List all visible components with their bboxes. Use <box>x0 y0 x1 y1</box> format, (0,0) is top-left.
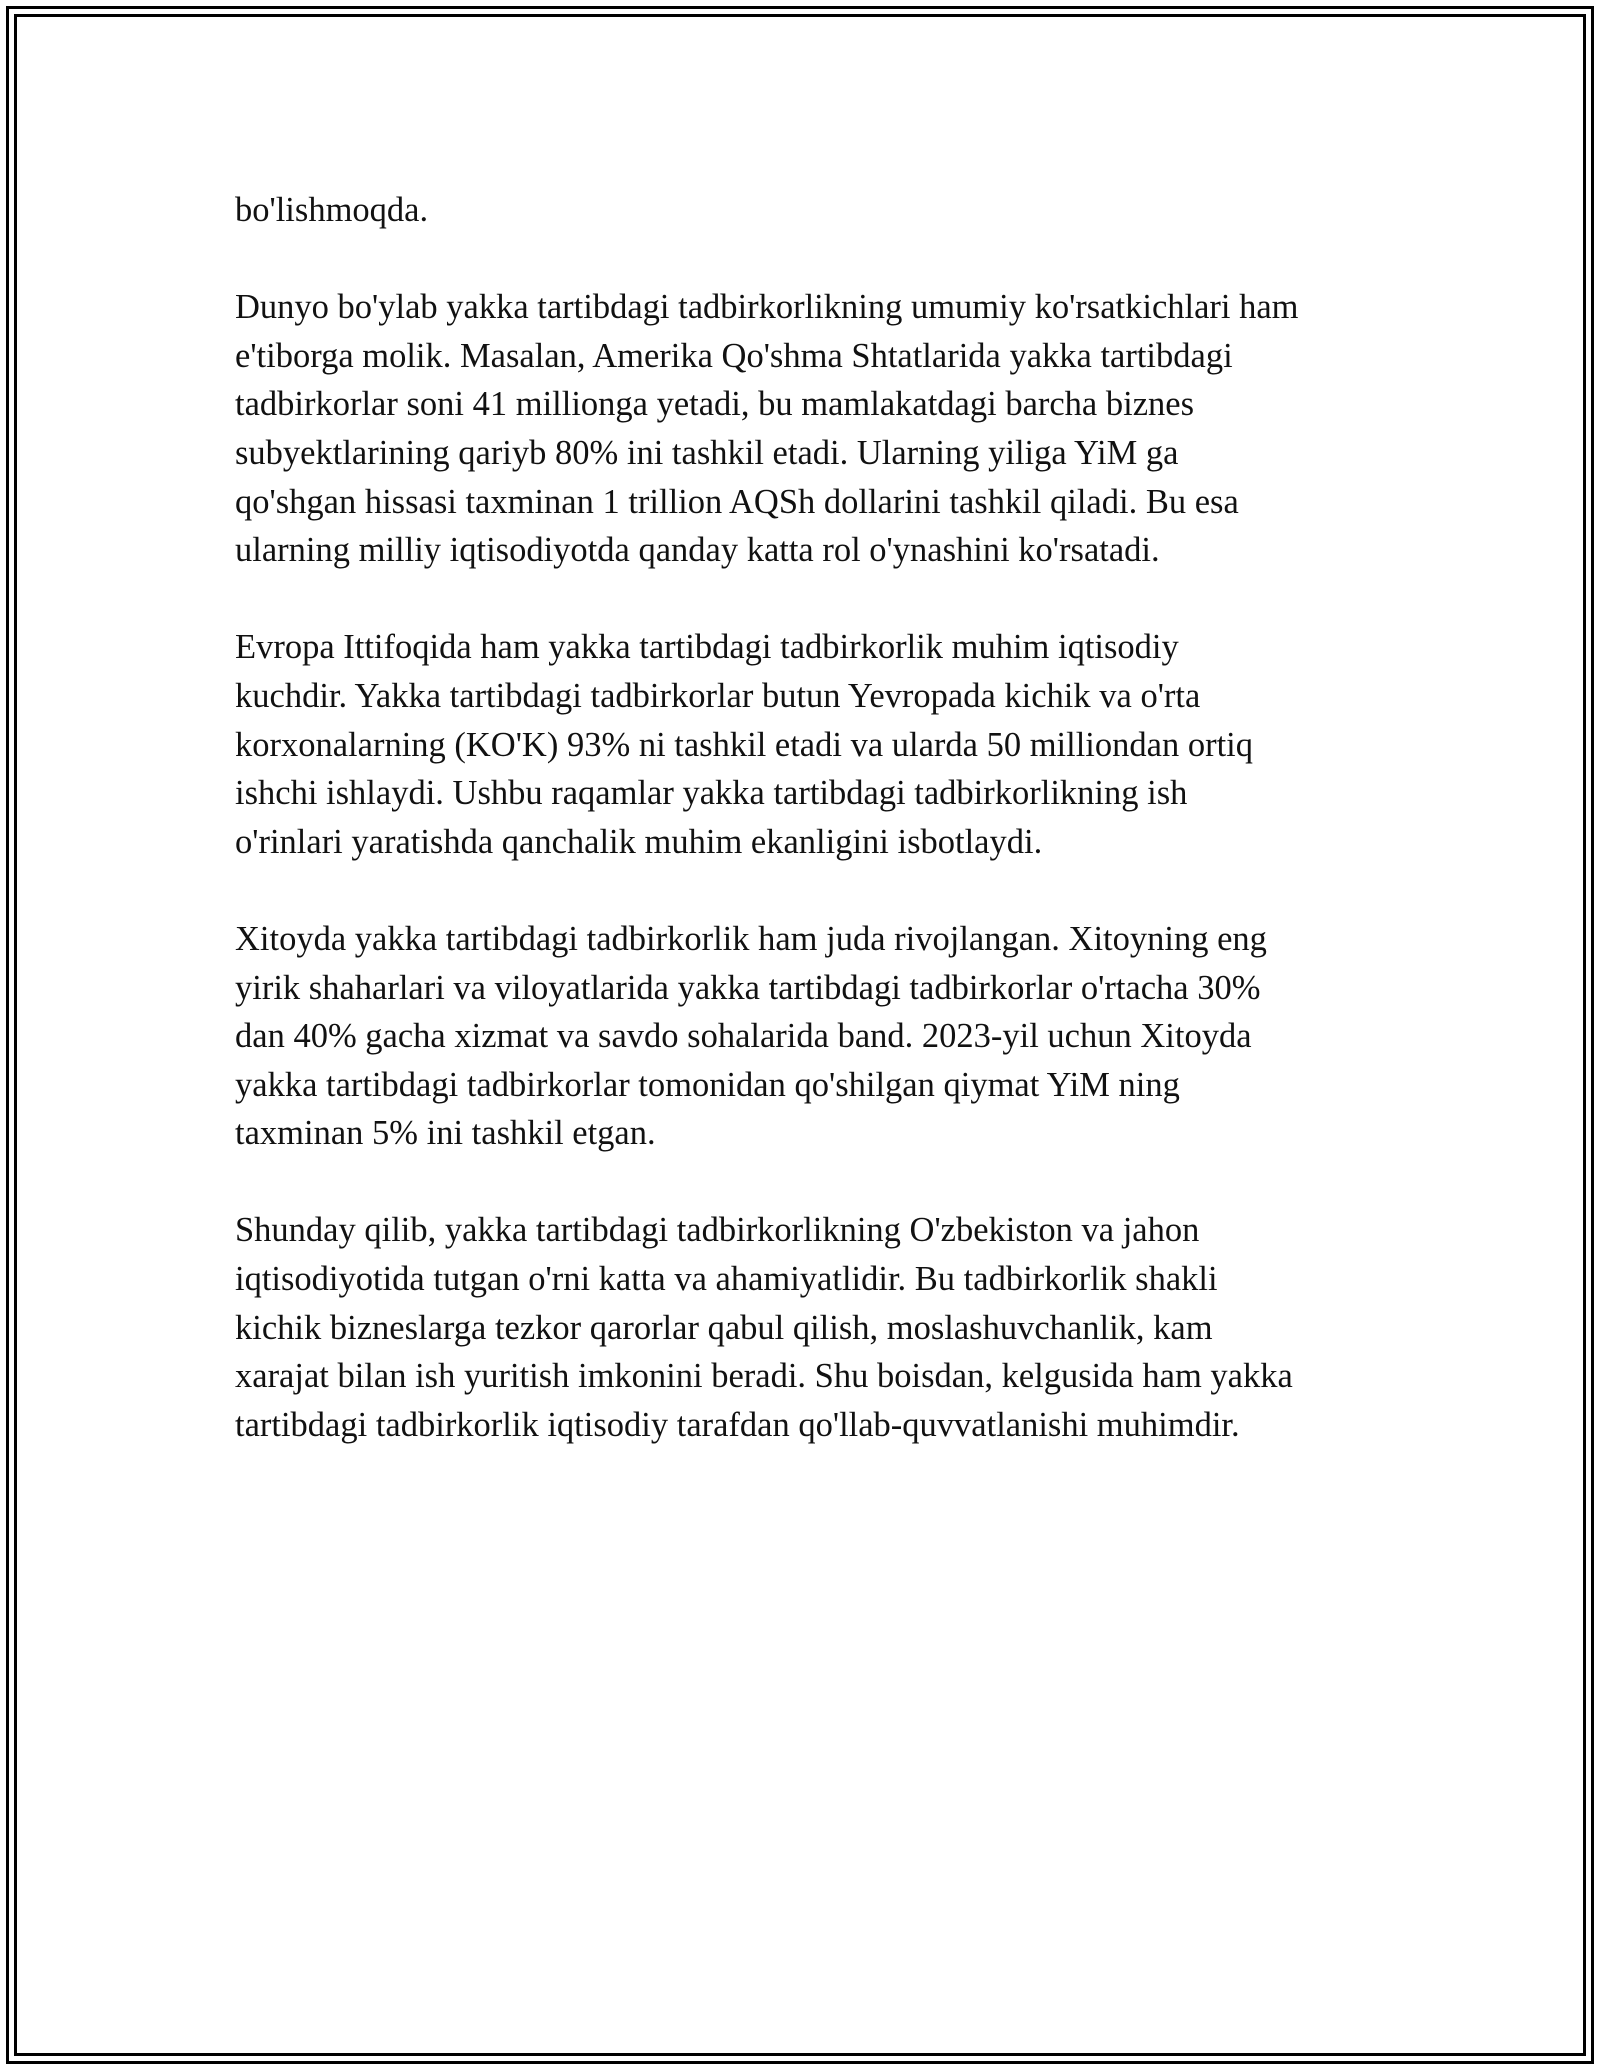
text-line: e'tiborga molik. Masalan, Amerika Qo'shma Shtatlarida yakka tartibdagi <box>235 336 1233 375</box>
text-line: iqtisodiyotida tutgan o'rni katta va ahamiyatlidir. Bu tadbirkorlik shakli <box>235 1260 1218 1299</box>
paragraph-europe <box>235 623 1395 866</box>
paragraph-continuation <box>235 186 1395 235</box>
text-line: Dunyo bo'ylab yakka tartibdagi tadbirkorlikning umumiy ko'rsatkichlari ham <box>235 288 1299 327</box>
text-line: kichik bizneslarga tezkor qarorlar qabul qilish, moslashuvchanlik, kam <box>235 1308 1213 1347</box>
text-line: subyektlarining qariyb 80% ini tashkil etadi. Ularning yiliga YiM ga <box>235 433 1179 472</box>
text-line: ularning milliy iqtisodiyotda qanday katta rol o'ynashini ko'rsatadi. <box>235 531 1160 570</box>
paragraph-china <box>235 915 1395 1158</box>
text-line: Xitoyda yakka tartibdagi tadbirkorlik ham juda rivojlangan. Xitoyning eng <box>235 919 1267 958</box>
text-line: tadbirkorlar soni 41 millionga yetadi, bu mamlakatdagi barcha biznes <box>235 385 1195 424</box>
text-line: korxonalarning (KO'K) 93% ni tashkil etadi va ularda 50 milliondan ortiq <box>235 725 1253 764</box>
text-line: Shunday qilib, yakka tartibdagi tadbirkorlikning O'zbekiston va jahon <box>235 1211 1200 1250</box>
text-line: o'rinlari yaratishda qanchalik muhim ekanligini isbotlaydi. <box>235 822 1043 861</box>
document-body <box>235 186 1395 1498</box>
text-line: qo'shgan hissasi taxminan 1 trillion AQSh dollarini tashkil qiladi. Bu esa <box>235 482 1239 521</box>
text-line: bo'lishmoqda. <box>235 191 429 229</box>
text-line: xarajat bilan ish yuritish imkonini beradi. Shu boisdan, kelgusida ham yakka <box>235 1357 1293 1396</box>
text-line: Evropa Ittifoqida ham yakka tartibdagi tadbirkorlik muhim iqtisodiy <box>235 628 1179 667</box>
text-line: tartibdagi tadbirkorlik iqtisodiy tarafdan qo'llab-quvvatlanishi muhimdir. <box>235 1405 1240 1444</box>
text-line: dan 40% gacha xizmat va savdo sohalarida band. 2023-yil uchun Xitoyda <box>235 1017 1252 1056</box>
text-line: kuchdir. Yakka tartibdagi tadbirkorlar butun Yevropada kichik va o'rta <box>235 676 1201 715</box>
text-line: ishchi ishlaydi. Ushbu raqamlar yakka tartibdagi tadbirkorlikning ish <box>235 774 1188 813</box>
paragraph-conclusion <box>235 1206 1395 1449</box>
text-line: taxminan 5% ini tashkil etgan. <box>235 1114 656 1153</box>
text-line: yirik shaharlari va viloyatlarida yakka tartibdagi tadbirkorlar o'rtacha 30% <box>235 968 1261 1007</box>
text-line: yakka tartibdagi tadbirkorlar tomonidan qo'shilgan qiymat YiM ning <box>235 1065 1180 1104</box>
paragraph-usa <box>235 283 1395 575</box>
